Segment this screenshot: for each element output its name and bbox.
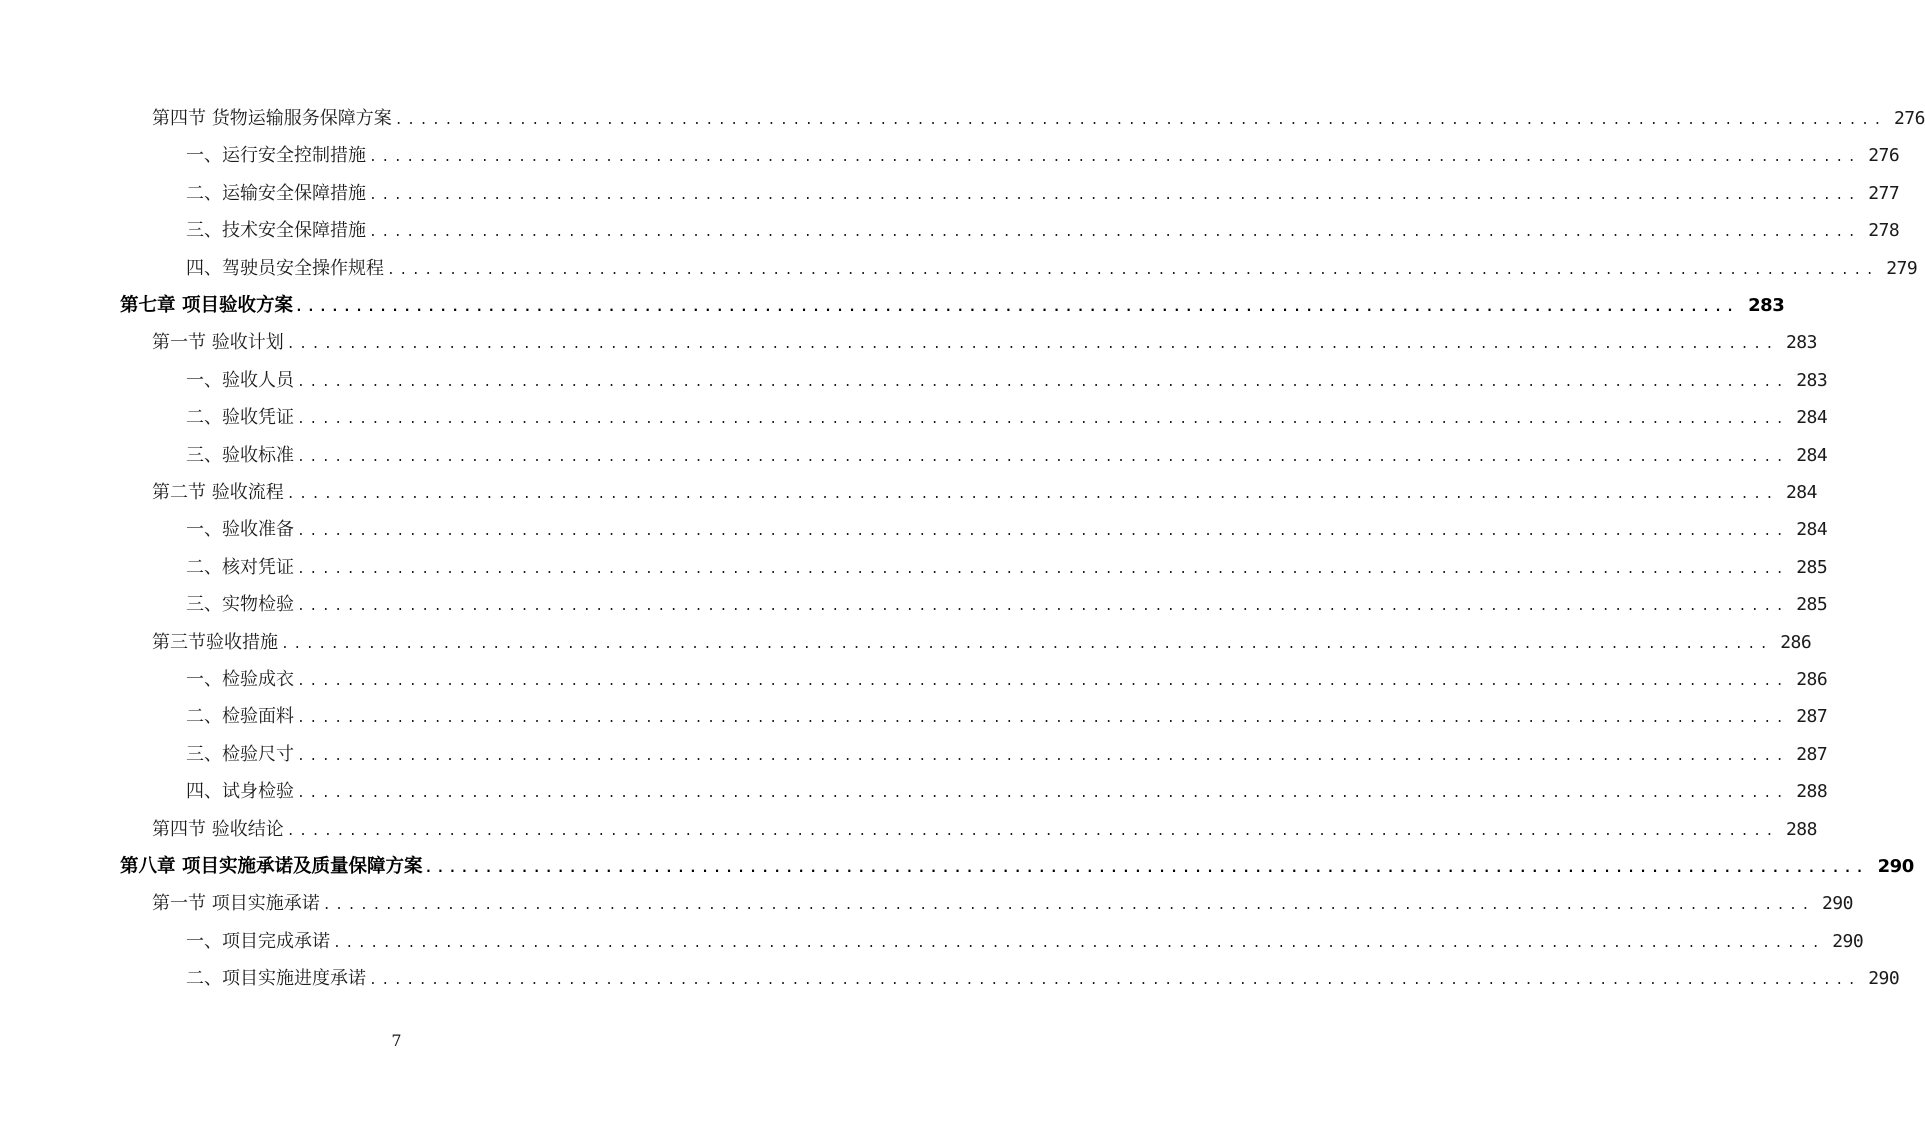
toc-chapter-entry <box>120 288 1785 324</box>
toc-section-entry <box>152 625 1812 661</box>
toc-entry-page-number: 285 <box>1796 594 1828 616</box>
dot-leader: ........................................................................................................................ <box>297 374 1789 390</box>
dot-leader: ........................................................................................................................ <box>286 337 1778 353</box>
toc-section-entry <box>152 325 1817 361</box>
dot-leader: ........................................................................................................................ <box>286 487 1778 502</box>
toc-entry-page-number: 276 <box>1893 108 1925 129</box>
toc-entry-title: 二、核对凭证 <box>186 556 294 578</box>
toc-entry-title: 二、检验面料 <box>186 706 294 728</box>
toc-chapter-entry <box>120 849 1914 885</box>
toc-entry-page-number: 290 <box>1868 968 1900 990</box>
toc-entry-title: 第七章 项目验收方案 <box>120 295 293 316</box>
toc-entry-page-number: 286 <box>1780 631 1812 653</box>
toc-entry-title: 一、运行安全控制措施 <box>186 145 366 167</box>
dot-leader: ........................................................................................................................ <box>369 150 1861 166</box>
dot-leader: ........................................................................................................................ <box>394 113 1886 128</box>
toc-entry-title: 第一节 验收计划 <box>152 332 284 354</box>
toc-section-entry <box>152 475 1817 511</box>
toc-entry-title: 第二节 验收流程 <box>152 482 284 503</box>
toc-item-entry <box>186 176 1900 212</box>
dot-leader: ........................................................................................................................ <box>297 711 1789 727</box>
dot-leader: ........................................................................................................................ <box>369 187 1861 203</box>
toc-entry-page-number: 283 <box>1748 295 1785 316</box>
toc-entry-page-number: 278 <box>1868 220 1900 242</box>
toc-entry-page-number: 287 <box>1796 706 1828 728</box>
dot-leader: ........................................................................................................................ <box>297 561 1789 577</box>
toc-entry-title: 四、试身检验 <box>186 781 294 803</box>
toc-entry-title: 二、项目实施进度承诺 <box>186 968 366 990</box>
dot-leader: ........................................................................................................................ <box>297 599 1789 615</box>
toc-entry-title: 二、运输安全保障措施 <box>186 182 366 204</box>
toc-entry-page-number: 285 <box>1796 556 1828 578</box>
dot-leader: ........................................................................................................................ <box>424 861 1868 876</box>
toc-entry-page-number: 290 <box>1877 856 1914 877</box>
toc-entry-page-number: 290 <box>1821 893 1853 915</box>
toc-entry-title: 第一节 项目实施承诺 <box>152 893 320 915</box>
toc-item-entry <box>186 961 1900 997</box>
dot-leader: ........................................................................................................................ <box>387 262 1879 278</box>
toc-item-entry <box>186 213 1900 249</box>
toc-entry-page-number: 284 <box>1796 519 1828 541</box>
toc-item-entry <box>186 699 1828 735</box>
dot-leader: ........................................................................................................................ <box>294 300 1739 315</box>
toc-entry-page-number: 284 <box>1796 444 1828 466</box>
dot-leader: ........................................................................................................................ <box>297 786 1789 802</box>
toc-entry-title: 一、验收人员 <box>186 369 294 391</box>
toc-entry-title: 三、技术安全保障措施 <box>186 220 366 242</box>
toc-entry-page-number: 276 <box>1868 145 1900 167</box>
toc-item-entry <box>186 924 1864 960</box>
toc-item-entry <box>186 400 1828 436</box>
toc-entry-page-number: 288 <box>1796 781 1828 803</box>
dot-leader: ........................................................................................................................ <box>286 823 1778 839</box>
toc-section-entry <box>152 886 1853 922</box>
toc-item-entry <box>186 774 1828 810</box>
toc-entry-page-number: 284 <box>1785 482 1817 503</box>
dot-leader: ........................................................................................................................ <box>322 898 1814 914</box>
toc-entry-title: 三、实物检验 <box>186 594 294 616</box>
toc-item-entry <box>186 138 1900 174</box>
toc-entry-page-number: 286 <box>1796 669 1828 690</box>
toc-entry-title: 第三节验收措施 <box>152 631 278 653</box>
toc-entry-title: 四、驾驶员安全操作规程 <box>186 257 384 279</box>
toc-entry-title: 一、验收准备 <box>186 519 294 541</box>
toc-entry-title: 第八章 项目实施承诺及质量保障方案 <box>120 856 423 877</box>
dot-leader: ........................................................................................................................ <box>297 748 1789 764</box>
toc-entry-page-number: 279 <box>1886 257 1918 279</box>
dot-leader: ........................................................................................................................ <box>369 225 1861 241</box>
dot-leader: ........................................................................................................................ <box>297 449 1789 465</box>
toc-entry-page-number: 288 <box>1785 818 1817 840</box>
toc-entry-title: 第四节 货物运输服务保障方案 <box>152 108 392 129</box>
toc-entry-title: 二、验收凭证 <box>186 407 294 429</box>
toc-item-entry <box>186 363 1828 399</box>
dot-leader: ........................................................................................................................ <box>297 524 1789 540</box>
dot-leader: ........................................................................................................................ <box>297 412 1789 428</box>
toc-entry-title: 三、验收标准 <box>186 444 294 466</box>
toc-entry-title: 三、检验尺寸 <box>186 743 294 765</box>
toc-entry-page-number: 283 <box>1796 369 1828 391</box>
dot-leader: ........................................................................................................................ <box>297 674 1789 689</box>
page-number: 7 <box>391 1031 402 1050</box>
dot-leader: ........................................................................................................................ <box>281 636 1773 652</box>
dot-leader: ........................................................................................................................ <box>369 973 1861 989</box>
toc-section-entry <box>152 101 1925 137</box>
toc-section-entry <box>152 812 1817 848</box>
toc-entry-page-number: 284 <box>1796 407 1828 429</box>
toc-entry-title: 一、项目完成承诺 <box>186 930 330 952</box>
toc-entry-title: 一、检验成衣 <box>186 669 294 690</box>
toc-item-entry <box>186 512 1828 548</box>
toc-entry-title: 第四节 验收结论 <box>152 818 284 840</box>
dot-leader: ........................................................................................................................ <box>333 935 1825 951</box>
toc-entry-page-number: 290 <box>1832 930 1864 952</box>
toc-item-entry <box>186 438 1828 474</box>
toc-entry-page-number: 277 <box>1868 182 1900 204</box>
toc-item-entry <box>186 737 1828 773</box>
toc-item-entry <box>186 587 1828 623</box>
toc-item-entry <box>186 662 1828 698</box>
toc-entry-page-number: 283 <box>1785 332 1817 354</box>
toc-item-entry <box>186 550 1828 586</box>
toc-item-entry <box>186 251 1918 287</box>
toc-entry-page-number: 287 <box>1796 743 1828 765</box>
